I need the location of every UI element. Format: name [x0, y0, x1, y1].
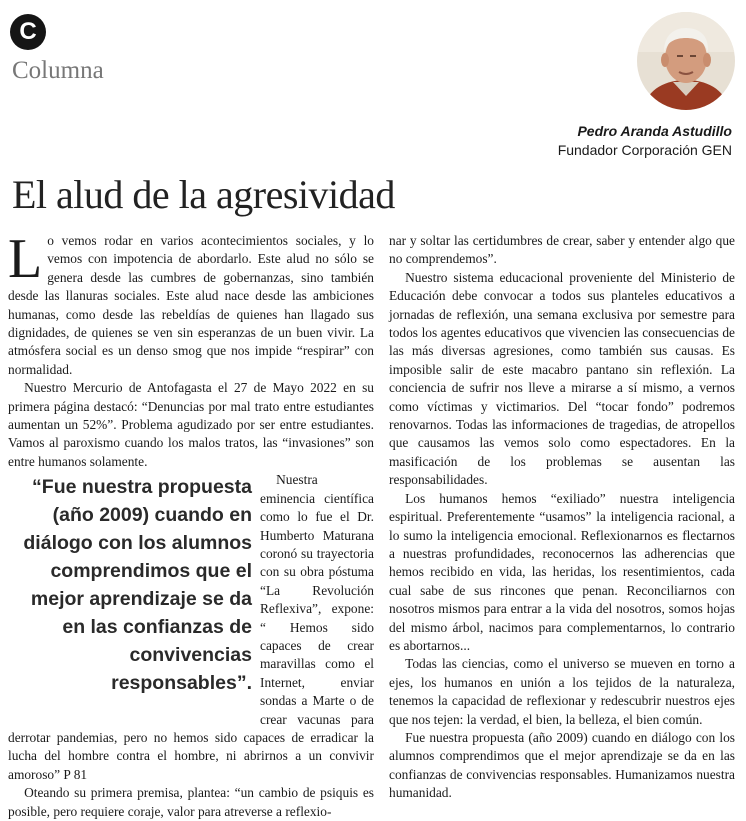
article-paragraph: Nuestra eminencia científica como lo fue el Dr. Humberto Maturana coronó su trayectoria con su obra póstuma “La Revolución Reflexiva”, expone: “ Hemos sido capaces de crear maravillas como el Internet, enviar sondas a Marte o de crear vacunas para derrotar pandemias, pero no hemos sido capaces de erradicar la lucha del hombre contra el hombre, ni abrirnos a un convivir amoroso” P 81 — [8, 472, 374, 782]
article-column-right — [389, 232, 735, 803]
section-label: Columna — [12, 57, 104, 84]
article-paragraph: Los humanos hemos “exiliado” nuestra inteligencia espiritual. Preferentemente “usamos” la inteligencia racional, a lo sumo la inteligencia emocional. Reflexionarnos es flectarnos a nuestras profundidades, reconocernos las adherencias que hemos recibido en vida, las heridas, los resentimientos, cada cual sabe de sus rincones que penan. Reconciliarnos con nosotros mismos para entrar a la vida del nosotros, somos hojas del mismo árbol, nacimos para complementarnos, lo contrario es abortarnos... — [389, 490, 735, 653]
article-paragraph: Nuestro sistema educacional proveniente del Ministerio de Educación debe convocar a todos sus planteles educativos a jornadas de reflexión, una semana exclusiva por semestre para todos los agentes educativos que vivencien las consecuencias de las más diversas agresiones, como también sus causas. Es imposible salir de este macabro pantano sin reflexión. La conciencia de sufrir nos lleve a mirarse a sí mismo, a vernos como víctimas y victimarios. Del “tocar fondo” podremos renovarnos. Todas las informaciones de tragedias, de atropellos que causamos las vemos solo como espectadores. En la masificación de los problemas se ausentan las responsabilidades. — [389, 269, 735, 488]
dropcap-letter: L — [8, 228, 43, 290]
author-role: Fundador Corporación GEN — [557, 142, 732, 158]
article-paragraph: Oteando su primera premisa, plantea: “un cambio de psiquis es posible, pero requiere coraje, valor para atreverse a reflexio- — [8, 785, 374, 819]
author-byline — [558, 122, 732, 160]
column-badge: C — [10, 14, 46, 50]
article-paragraph: Fue nuestra propuesta (año 2009) cuando en diálogo con los alumnos comprendimos que el mejor aprendizaje se da en las confianzas de convivencias responsables. Humanizamos nuestra humanidad. — [389, 729, 735, 801]
author-portrait-photo — [637, 12, 735, 110]
author-name: Pedro Aranda Astudillo — [577, 123, 732, 139]
article-headline: El alud de la agresividad — [12, 172, 395, 217]
article-paragraph: nar y soltar las certidumbres de crear, saber y entender algo que no comprendemos”. — [389, 233, 735, 267]
pull-quote: “Fue nuestra propuesta (año 2009) cuando en diálogo con los alumnos comprendimos que el mejor aprendizaje se da en las confianzas de convivencias responsables”. — [23, 476, 252, 695]
article-paragraph: Todas las ciencias, como el universo se mueven en torno a ejes, los humanos en unión a los tejidos de la naturaleza, tenemos la capacidad de reflexionar y redescubrir nuestros ejes que nos tejen: la verdad, el bien, la belleza, el bien común. — [389, 656, 735, 727]
article-column-left — [8, 228, 374, 821]
article-paragraph: o vemos rodar en varios acontecimientos sociales, y lo vemos con impotencia de abordarlo. Este alud no sólo se genera desde las cumbres de gobernanzas, sino también desde las llanuras sociales. Este alud nace desde las ambiciones humanas, como desde las rebeldías de quienes han llagado sus dignidades, de quienes se ven sin esperanzas de un buen vivir. La atmósfera social es un denso smog que nos impide “respirar” con normalidad. — [8, 233, 374, 377]
article-paragraph: Nuestro Mercurio de Antofagasta el 27 de Mayo 2022 en su primera página destacó: “Denuncias por mal trato entre estudiantes aumentan un 52%”. Problema agudizado por ser entre estudiantes. Vamos al paroxismo cuando los malos tratos, las “invasiones” son entre humanos solamente. — [8, 380, 374, 469]
